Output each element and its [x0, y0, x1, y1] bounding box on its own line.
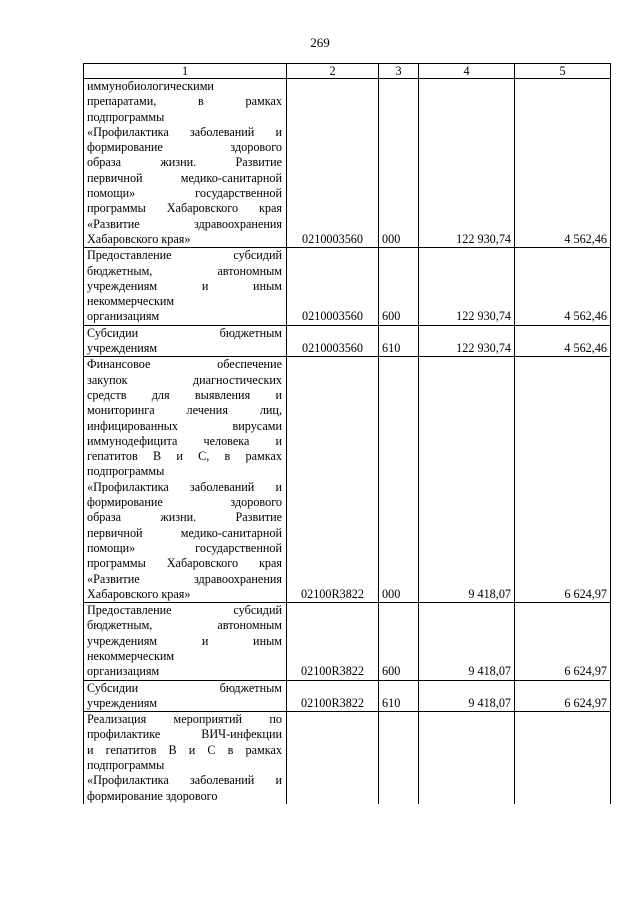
- description-line: «Профилактика заболеваний и: [87, 773, 282, 788]
- amount-col-4: 122 930,74: [419, 248, 515, 325]
- description-line: профилактике ВИЧ-инфекции: [87, 727, 282, 742]
- description-line: препаратами, в рамках: [87, 94, 282, 109]
- amount-col-5: 6 624,97: [515, 357, 611, 603]
- expense-type-code: [379, 712, 419, 804]
- header-col-4: 4: [419, 64, 515, 79]
- amount-col-5: [515, 712, 611, 804]
- table-row: [84, 325, 611, 357]
- header-col-5: 5: [515, 64, 611, 79]
- description-line: «Профилактика заболеваний и: [87, 479, 282, 494]
- row-description: [84, 680, 287, 712]
- expense-type-code: 000: [379, 357, 419, 603]
- description-line: Реализация мероприятий по: [87, 712, 282, 727]
- description-line: средств для выявления и: [87, 387, 282, 402]
- amount-col-5: 4 562,46: [515, 79, 611, 248]
- description-line: и гепатитов В и С в рамках: [87, 742, 282, 757]
- table-row: [84, 248, 611, 325]
- target-article-code: 0210003560: [287, 79, 379, 248]
- description-line: подпрограммы: [87, 109, 165, 124]
- description-line: Предоставление субсидий: [87, 248, 282, 263]
- target-article-code: 02100R3822: [287, 603, 379, 680]
- description-line: программы Хабаровского края: [87, 201, 282, 216]
- expense-type-code: 610: [379, 325, 419, 357]
- target-article-code: 02100R3822: [287, 680, 379, 712]
- description-line: Финансовое обеспечение: [87, 357, 282, 372]
- description-line: Хабаровского края»: [87, 586, 191, 601]
- description-line: закупок диагностических: [87, 372, 282, 387]
- description-line: «Развитие здравоохранения: [87, 216, 282, 231]
- description-line: программы Хабаровского края: [87, 556, 282, 571]
- description-line: формирование здорового: [87, 140, 282, 155]
- table-row: [84, 712, 611, 804]
- amount-col-4: 122 930,74: [419, 79, 515, 248]
- amount-col-5: 4 562,46: [515, 325, 611, 357]
- description-line: «Развитие здравоохранения: [87, 571, 282, 586]
- table-row: [84, 79, 611, 248]
- row-description: [84, 325, 287, 357]
- target-article-code: 0210003560: [287, 248, 379, 325]
- row-description: [84, 603, 287, 680]
- row-description: [84, 248, 287, 325]
- header-col-3: 3: [379, 64, 419, 79]
- amount-col-4: 9 418,07: [419, 603, 515, 680]
- description-line: «Профилактика заболеваний и: [87, 124, 282, 139]
- target-article-code: [287, 712, 379, 804]
- page-number: 269: [310, 35, 330, 50]
- description-line: организациям: [87, 309, 160, 324]
- description-line: учреждениям: [87, 695, 158, 710]
- amount-col-4: 9 418,07: [419, 680, 515, 712]
- description-line: Хабаровского края»: [87, 231, 191, 246]
- description-line: некоммерческим: [87, 648, 175, 663]
- amount-col-4: 9 418,07: [419, 357, 515, 603]
- amount-col-4: 122 930,74: [419, 325, 515, 357]
- expense-type-code: 000: [379, 79, 419, 248]
- description-line: бюджетным, автономным: [87, 618, 282, 633]
- description-line: первичной медико-санитарной: [87, 170, 282, 185]
- expense-type-code: 600: [379, 248, 419, 325]
- header-col-1: 1: [84, 64, 287, 79]
- description-line: Субсидии бюджетным: [87, 325, 282, 340]
- amount-col-5: 6 624,97: [515, 603, 611, 680]
- amount-col-5: 6 624,97: [515, 680, 611, 712]
- description-line: формирование здорового: [87, 788, 218, 803]
- description-line: образа жизни. Развитие: [87, 155, 282, 170]
- row-description: [84, 712, 287, 804]
- row-description: [84, 79, 287, 248]
- description-line: мониторинга лечения лиц,: [87, 403, 282, 418]
- budget-table: [83, 63, 611, 804]
- description-line: учреждениям: [87, 341, 158, 356]
- description-line: учреждениям и иным: [87, 278, 282, 293]
- description-line: гепатитов В и С, в рамках: [87, 449, 282, 464]
- table-header-row: [84, 64, 611, 79]
- description-line: помощи» государственной: [87, 186, 282, 201]
- description-line: образа жизни. Развитие: [87, 510, 282, 525]
- amount-col-5: 4 562,46: [515, 248, 611, 325]
- description-line: подпрограммы: [87, 464, 165, 479]
- description-line: организациям: [87, 664, 160, 679]
- expense-type-code: 610: [379, 680, 419, 712]
- table-row: [84, 680, 611, 712]
- description-line: подпрограммы: [87, 758, 165, 773]
- expense-type-code: 600: [379, 603, 419, 680]
- target-article-code: 0210003560: [287, 325, 379, 357]
- amount-col-4: [419, 712, 515, 804]
- description-line: помощи» государственной: [87, 540, 282, 555]
- description-line: учреждениям и иным: [87, 633, 282, 648]
- header-col-2: 2: [287, 64, 379, 79]
- description-line: некоммерческим: [87, 294, 175, 309]
- description-line: инфицированных вирусами: [87, 418, 282, 433]
- row-description: [84, 357, 287, 603]
- target-article-code: 02100R3822: [287, 357, 379, 603]
- description-line: первичной медико-санитарной: [87, 525, 282, 540]
- description-line: формирование здорового: [87, 495, 282, 510]
- table-row: [84, 603, 611, 680]
- description-line: иммунобиологическими: [87, 79, 214, 93]
- budget-table-body: [84, 64, 611, 804]
- table-row: [84, 357, 611, 603]
- description-line: Субсидии бюджетным: [87, 680, 282, 695]
- description-line: Предоставление субсидий: [87, 603, 282, 618]
- description-line: иммунодефицита человека и: [87, 433, 282, 448]
- description-line: бюджетным, автономным: [87, 263, 282, 278]
